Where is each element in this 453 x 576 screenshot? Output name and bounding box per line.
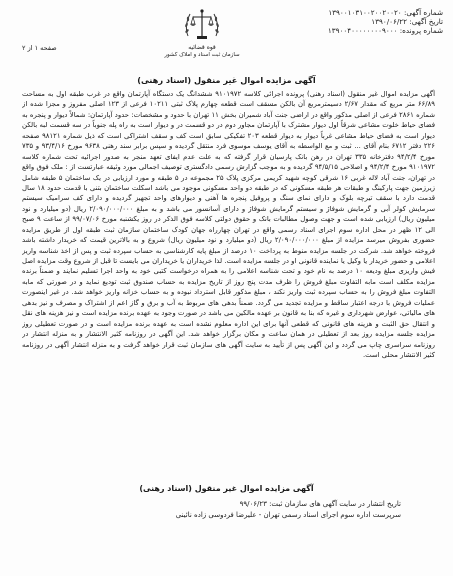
ad-number: شماره آگهی: ۱۳۹۰۰۱۰۳۱۰۰۲۰۰۲۰۰۲۰ (328, 8, 443, 17)
case-number: شماره پرونده: ۱۳۹۰۰۴۰۰۰۰۰۰۰۰۹۰۰۰ (327, 26, 443, 35)
ad-date: تاریخ آگهی: ۱۳۹۰/۰۶/۲۲ (371, 17, 443, 26)
ad-title: آگهی مزایده اموال غیر منقول (اسناد رهنی) (137, 75, 316, 85)
org-name: قوه قضائیه (188, 44, 216, 51)
org-subtitle: سازمان ثبت اسناد و املاک کشور (164, 52, 240, 58)
publish-date-line: تاریخ انتشار در سایت آگهی های سازمان ثبت: ۹۹/۰۶/۲۳ (239, 500, 401, 508)
signatory-line: سرپرست اداره سوم اجرای اسناد رسمی تهران - علیرضا فردوسی زاده نائینی (175, 511, 401, 519)
page-number: صفحه ۱ از ۲ (22, 44, 57, 52)
ad-body-text: آگهی مزایده اموال غیر منقول (اسناد رهنی) پرونده اجرائی کلاسه ۹۱۰۱۹۷۲ ششدانگ یک دستگاه آپارتمان واقع در غرب طبقه اول به مساحت ۶۶/۸۹ متر مربع که مقدار ۲/۶۷ دسیمترمربع آن بالکن مسقف است قطعه چهارم پلاک ثبتی ۱۰۲۱۱ فرعی از ۱۲۳ اصلی مفروز و مجزا شده از شماره ۲۸۶۱ فرعی از اصلی مذکور واقع در اراضی جنت آباد شمیران بخش ۱۱ تهران با حدود و مشخصات: حدود آپارتمان: شمالاً دیوار و پنجره به فضای حیاط خلوت مشاعی شرقاً اول دیوار مشترک با آپارتمان مجاور دوم در دو قسمت در و دیوار است به راه پله جنوباً در سه قسمت لبه بالکن دیوار است به فضای حیاط مشاعی غرباً دیوار به دیوار قطعه ۲۰۳ تفکیکی سابق است کف و سقف اشتراکی است که ذیل شماره ۹۸۱۲۱ صفحه ۲۲۶ دفتر ۶۷۱۲ بنام آقای ... ثبت و مع الواسطه به آقای یوسف موسوی فرد منتقل گردیده و سپس برابر سند رهنی ۹۶۳۸ مورخ ۹۳/۴/۱۶ و ۷۳۵ مورخ ۹۴/۲/۴ دفترخانه ۳۳۵ تهران در رهن بانک پارسیان قرار گرفته که به علت عدم ایفای تعهد منجر به صدور اجرائیه تحت شماره کلاسه ۹۱۰۱۹۷۲ مورخ ۹۴/۲/۴ و اصلاحی ۹۴/۵/۱۵ گردیده و به موجب گزارش رسمی دادگستری توصیف اجمالی مورد وثیقه عبارتست از : ملک فوق واقع در تهران، جنت آباد لاله غربی ۱۶ شرقی کوچه شهید کریمی مرکزی پلاک ۲۵ مجموعه در ۵ طبقه و مورد ارزیابی در یک ساختمان ۵ طبقه شامل زیرزمین جهت پارکینگ و طبقات هر طبقه مسکونی که در طبقه دو واحد مسکونی موجود می باشد اسکلت ساختمان بتنی با قدمت حدود ۱۸ سال قدمت دارد با سقف تیرچه بلوک و دارای نمای سنگ و پروفیل پنجره ها آهنی و دیوارهای واحد تجهیز گردیده و دارای کف سرامیک سیستم سرمایش کولر آبی و گرمایش شوفاژ و سیستم گرمایش شوفاژ و دارای آسانسور می باشد و به مبلغ ۲/۰۹۰/۰۰۰/۰۰۰ ریال (دو میلیارد و نود میلیون ریال) ارزیابی شده است و جهت وصول مطالبات بانک و حقوق دولتی کلاسه فوق الذکر در روز یکشنبه مورخ ۹۹/۰۷/۰۶ از ساعت ۹ صبح الی ۱۲ ظهر در محل اداره سوم اجرای اسناد رسمی واقع در تهران چهارراه جهان کودک ساختمان سازمان ثبت طبقه اول از طریق مزایده حضوری بفروش میرسد مزایده از مبلغ ۲/۰۹۰/۰۰۰/۰۰۰ ریال (دو میلیارد و نود میلیون ریال) شروع و به بالاترین قیمت که خریدار داشته باشد فروخته خواهد شد. شرکت در جلسه مزایده منوط به پرداخت ۱۰ درصد از مبلغ پایه کارشناسی به حساب سپرده ثبت و پس از اخذ شناسه واریز اعلامی و حضور خریدار یا وکیل یا نماینده قانونی او در جلسه مزایده است. لذا خریداران یا خریداران می بایست تا قبل از شروع وقت مزایده اصل فیش واریزی مبلغ ودیعه ۱۰ درصد به نام خود و تحت شناسه اعلامی را به همراه درخواست کتبی خود به واحد اجرا تسلیم نمایند و ضمناً برنده مزایده مکلف است مابه التفاوت مبلغ فروش را ظرف مدت پنج روز از تاریخ مزایده به حساب صندوق ثبت تودیع نماید و در صورتی که مابه التفاوت مبلغ فروش را به حساب سپرده ثبت واریز نکند ، مبلغ مذکور قابل استرداد نبوده و به حساب خزانه واریز خواهد شد. در غیر اینصورت عملیات فروش با درجه اعتبار ساقط و مزایده تجدید می گردد. ضمناً بدهی های مربوط به آب و برق و گاز اعم از اشتراک و مصرف و نیز بدهی های مالیاتی، عوارض شهرداری و غیره که بنا به قانون بر عهده مالکین می باشد در صورت وجود به عهده برنده مزایده است و نیز هزینه های نقل و انتقال حق الثبت و هزینه های قانونی که قطعی آنها برای این اداره معلوم نشده است به عهده برنده مزایده است و در صورت تعطیلی روز مزایده جلسه مزایده روز بعد از تعطیلی در همان ساعت و مکان برگزار خواهد شد. این آگهی در روزنامه کثیر الانتشار و به منزله انتشار در روزنامه سراسری چاپ می گردد و این آگهی پس از تأیید به سایت آگهی های سازمان ثبت قرار خواهد گرفت و به منزله انتشار آگهی در روزنامه کثیر الانتشار محلی است. (22, 90, 435, 359)
footer-title: آگهی مزایده اموال غیر منقول (اسناد رهنی) (139, 484, 314, 493)
judiciary-emblem-icon (180, 6, 224, 44)
